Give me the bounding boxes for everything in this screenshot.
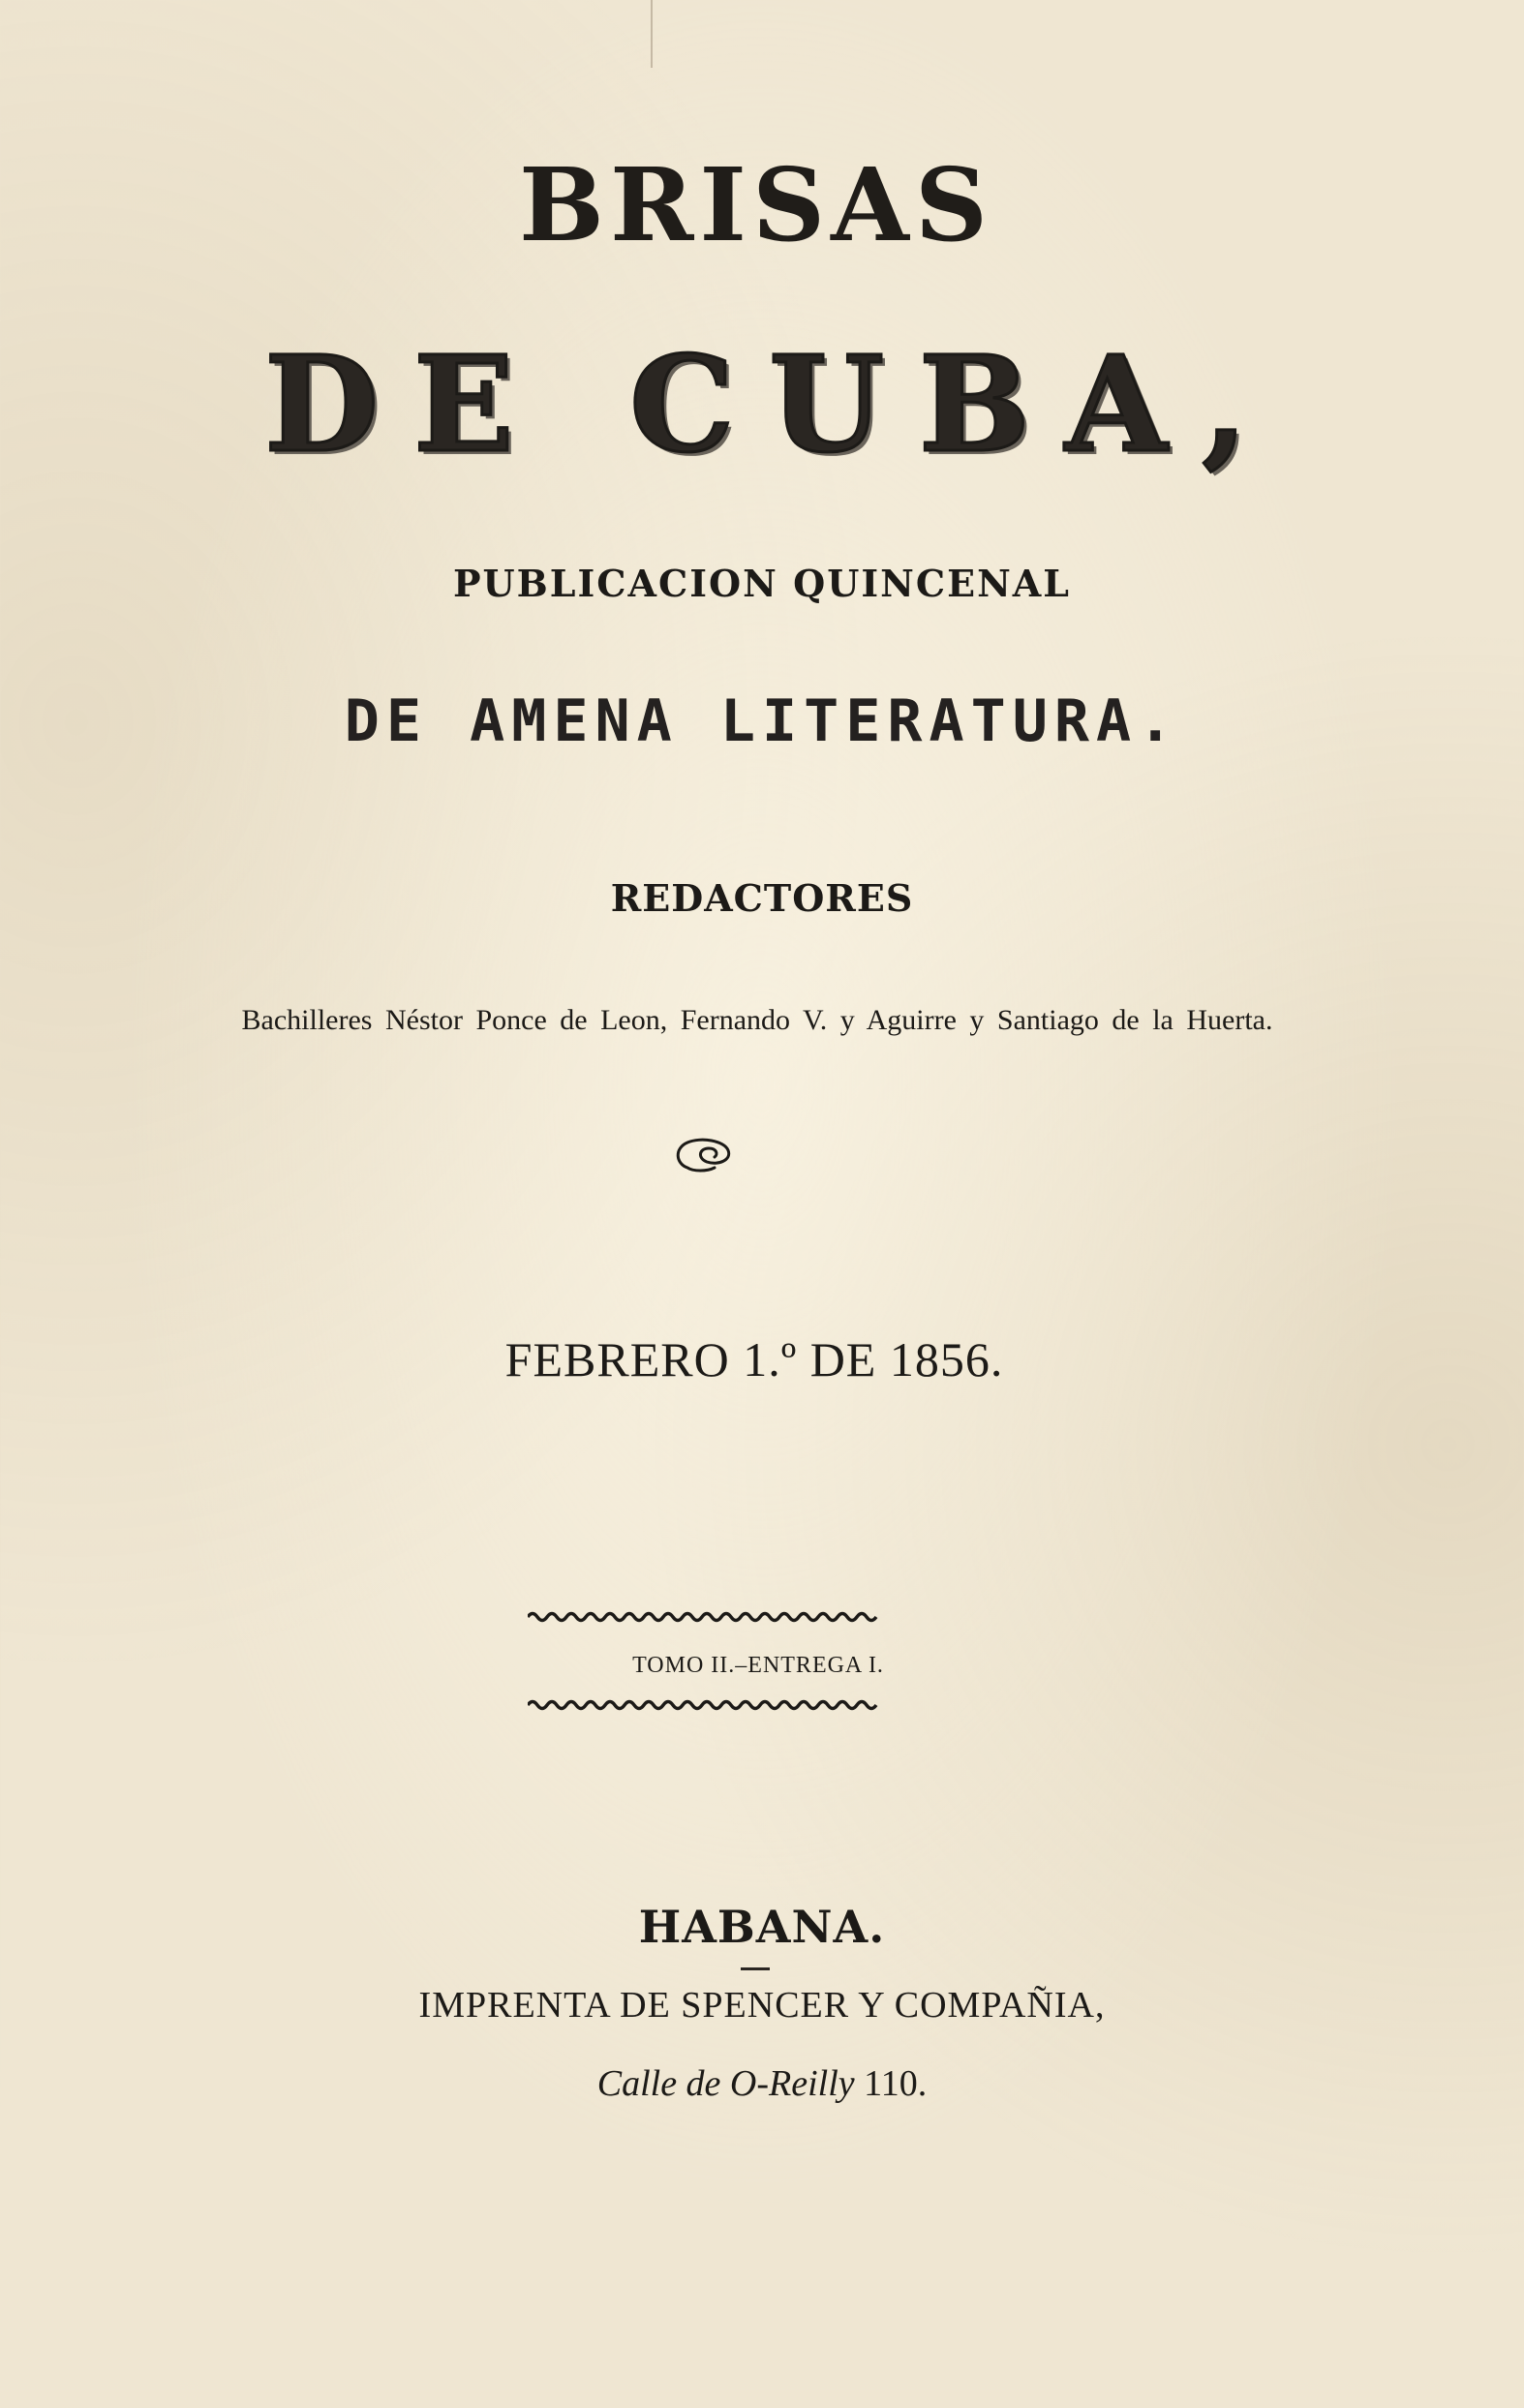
title-line-de-cuba: DE CUBA, <box>264 327 1283 482</box>
imprint-rule <box>741 1967 770 1970</box>
imprint-number: 110. <box>864 2063 928 2104</box>
editors-names: Bachilleres Néstor Ponce de Leon, Fernando V. y Aguirre y Santiago de la Huerta. <box>241 1004 1273 1036</box>
imprint-address <box>0 2062 1524 2105</box>
flourish-ornament-icon <box>668 1131 736 1179</box>
volume-issue: TOMO II.–ENTREGA I. <box>632 1653 884 1678</box>
wave-rule-bottom <box>528 1695 886 1715</box>
issue-date: FEBRERO 1.º DE 1856. <box>504 1332 1004 1387</box>
imprint-street: Calle de O-Reilly <box>596 2063 855 2104</box>
subtitle-publication: PUBLICACION QUINCENAL <box>452 562 1072 605</box>
imprint-city: HABANA. <box>638 1901 886 1953</box>
title-line-brisas: BRISAS <box>519 145 993 264</box>
editors-heading: REDACTORES <box>610 876 914 920</box>
binding-mark <box>651 0 653 68</box>
wave-rule-top <box>528 1609 886 1629</box>
imprint-printer: IMPRENTA DE SPENCER Y COMPAÑIA, <box>418 1985 1106 2026</box>
subtitle-literature: DE AMENA LITERATURA. <box>344 687 1180 755</box>
